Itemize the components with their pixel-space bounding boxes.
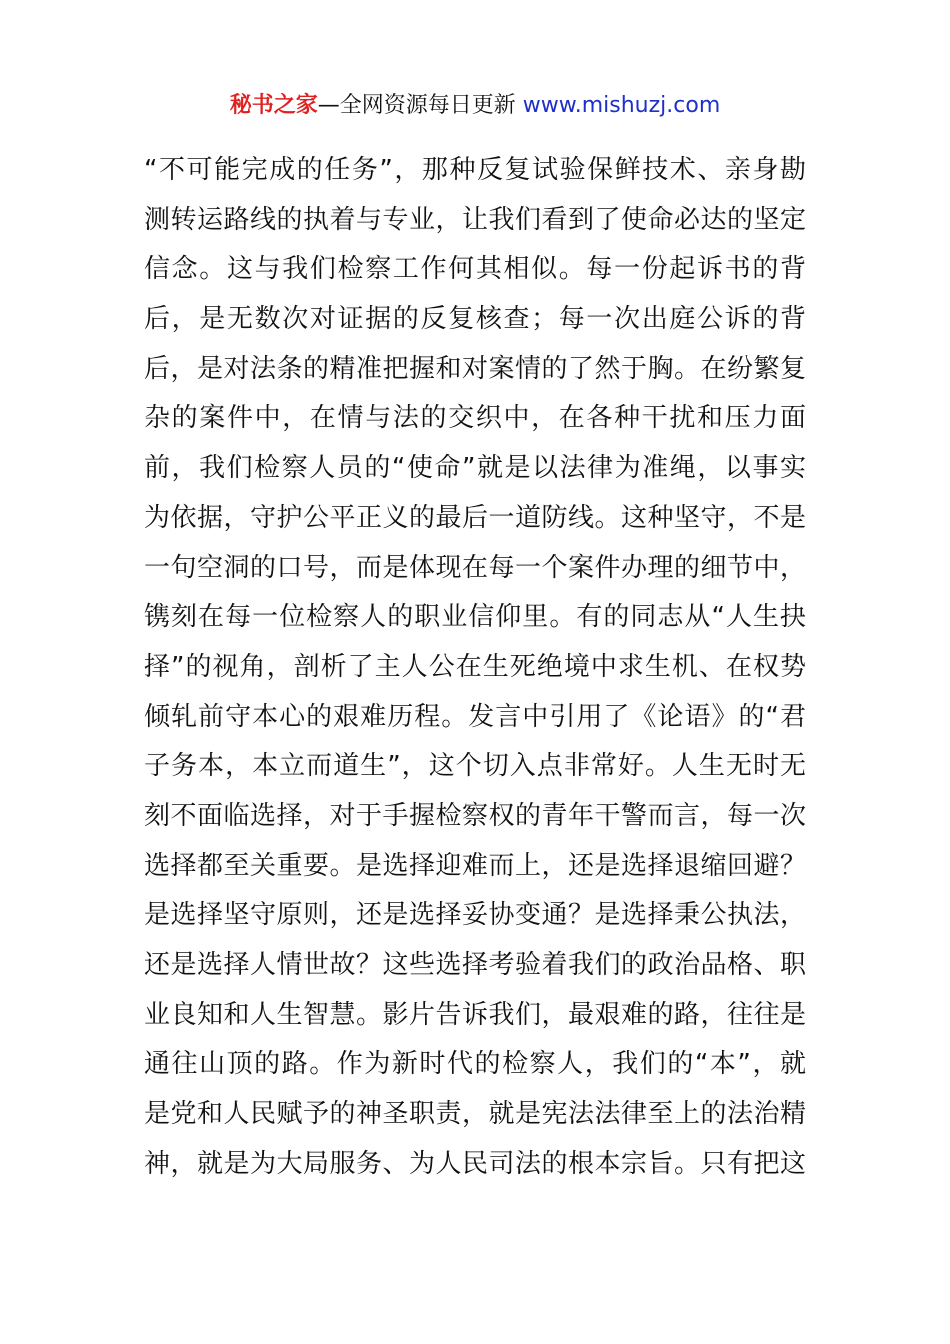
text-line: 一句空洞的口号，而是体现在每一个案件办理的细节中， [144, 552, 806, 583]
text-line: 神，就是为大局服务、为人民司法的根本宗旨。只有把这 [144, 1148, 806, 1179]
text-line: “不可能完成的任务”，那种反复试验保鲜技术、亲身勘 [144, 155, 806, 185]
text-line: 信念。这与我们检察工作何其相似。每一份起诉书的背 [144, 254, 806, 285]
text-line: 选择都至关重要。是选择迎难而上，还是选择退缩回避？ [144, 850, 806, 881]
text-line: 是党和人民赋予的神圣职责，就是宪法法律至上的法治精 [144, 1099, 806, 1130]
text-line: 刻不面临选择，对于手握检察权的青年干警而言，每一次 [144, 800, 806, 831]
text-line: 倾轧前守本心的艰难历程。发言中引用了《论语》的“君 [144, 701, 806, 732]
document-body [144, 146, 806, 1189]
site-tagline: —全网资源每日更新 [317, 93, 523, 118]
text-line: 为依据，守护公平正义的最后一道防线。这种坚守，不是 [144, 502, 806, 533]
text-line: 子务本，本立而道生”，这个切入点非常好。人生无时无 [144, 751, 806, 782]
text-line: 前，我们检察人员的“使命”就是以法律为准绳，以事实 [144, 453, 806, 484]
text-line: 还是选择人情世故？这些选择考验着我们的政治品格、职 [144, 950, 806, 980]
site-brand: 秘书之家 [229, 93, 318, 118]
text-line: 是选择坚守原则，还是选择妥协变通？是选择秉公执法， [144, 900, 806, 931]
text-line: 择”的视角，剖析了主人公在生死绝境中求生机、在权势 [144, 651, 806, 682]
text-line: 后，是对法条的精准把握和对案情的了然于胸。在纷繁复 [144, 353, 806, 384]
site-url-link[interactable]: www.mishuzj.com [522, 93, 721, 118]
page-header [0, 86, 950, 126]
text-line: 测转运路线的执着与专业，让我们看到了使命必达的坚定 [144, 204, 806, 235]
text-line: 杂的案件中，在情与法的交织中，在各种干扰和压力面 [144, 403, 806, 434]
text-line: 镌刻在每一位检察人的职业信仰里。有的同志从“人生抉 [144, 602, 806, 633]
text-line: 通往山顶的路。作为新时代的检察人，我们的“本”，就 [144, 1049, 806, 1080]
text-line: 业良知和人生智慧。影片告诉我们，最艰难的路，往往是 [144, 999, 806, 1030]
text-line: 后，是无数次对证据的反复核查；每一次出庭公诉的背 [144, 304, 806, 335]
